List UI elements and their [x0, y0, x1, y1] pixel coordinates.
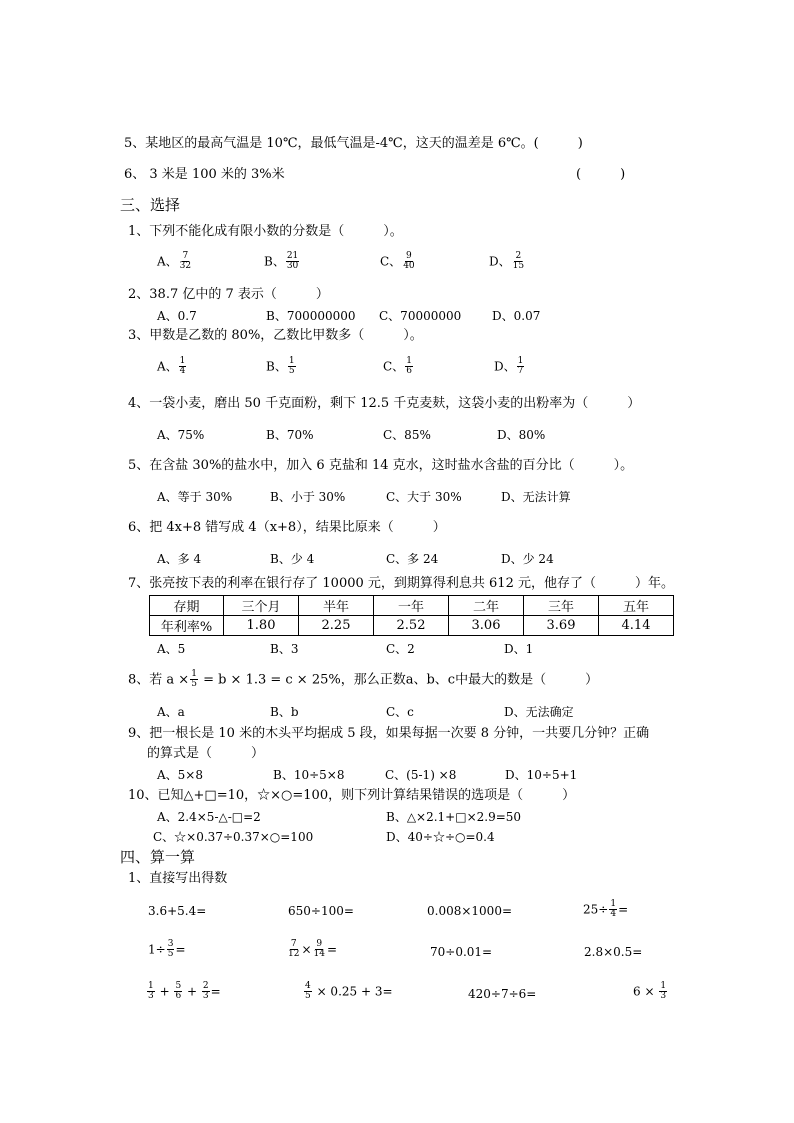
calc-r3-b: $\frac{4}{5}$ × 0.25 + 3= [305, 981, 393, 1002]
q6-option-b: B、少 4 [270, 552, 315, 566]
q7-option-c: C、2 [386, 642, 415, 656]
q9-stem-line1: 9、把一根长是 10 米的木头平均据成 5 段，如果每据一次要 8 分钟，一共要几分钟？正确 [128, 726, 650, 741]
fraction: $\frac{1}{7}$ [517, 356, 524, 377]
fraction: $\frac{1}{3}$ [148, 981, 154, 1002]
judge-q6: 6、 3 米是 100 米的 3%米 [124, 167, 285, 182]
q2-stem: 2、38.7 亿中的 7 表示（ ） [128, 287, 329, 302]
q6-stem: 6、把 4x+8 错写成 4（x+8），结果比原来（ ） [128, 520, 446, 535]
q5-option-a: A、等于 30% [157, 490, 233, 504]
fraction: $\frac{9}{14}$ [313, 939, 325, 960]
calc-r2-a: 1÷ $\frac{3}{5}$ = [148, 939, 186, 960]
q3-option-d: D、 $\frac{1}{7}$ [494, 356, 524, 377]
calc-r3-a: $\frac{1}{3}$ + $\frac{5}{6}$ + $\frac{2}{3}$ = [148, 981, 221, 1002]
judge-q5: 5、某地区的最高气温是 10℃，最低气温是-4℃，这天的温差是 6℃。( ) [124, 136, 583, 151]
calc-r1-c: 0.008×1000= [427, 904, 513, 918]
fraction: $\frac{7}{32}$ [179, 251, 192, 272]
fraction: $\frac{2}{3}$ [202, 981, 209, 1002]
fraction: $\frac{5}{6}$ [175, 981, 182, 1002]
q8-option-a: A、a [157, 705, 185, 719]
q2-option-b: B、700000000 [266, 309, 356, 323]
fraction: $\frac{9}{40}$ [403, 251, 415, 272]
q9-stem-line2: 的算式是（ ） [147, 746, 265, 761]
q2-option-c: C、70000000 [379, 309, 462, 323]
q7-option-d: D、1 [504, 642, 534, 656]
table-cell: 2.25 [299, 616, 374, 636]
q6-option-d: D、少 24 [501, 552, 554, 566]
q5-option-d: D、无法计算 [501, 490, 571, 504]
fraction: $\frac{1}{3}$ [660, 981, 667, 1002]
table-cell: 半年 [299, 596, 374, 616]
table-row [150, 616, 674, 636]
fraction: $\frac{1}{4}$ [179, 356, 186, 377]
table-cell: 存期 [150, 596, 224, 616]
calc-r1-d: 25÷ $\frac{1}{4}$ = [583, 899, 629, 920]
section-3-heading: 三、选择 [120, 196, 181, 214]
q6-option-c: C、多 24 [386, 552, 439, 566]
table-cell: 二年 [449, 596, 524, 616]
q1-option-d: D、 $\frac{2}{15}$ [489, 251, 525, 272]
q9-option-b: B、10÷5×8 [273, 768, 345, 782]
table-cell: 年利率% [150, 616, 224, 636]
judge-q6-answer: ( ) [576, 167, 626, 182]
fraction: $\frac{2}{15}$ [512, 251, 525, 272]
calc-r1-a: 3.6+5.4= [148, 904, 207, 918]
q7-option-a: A、5 [157, 642, 186, 656]
fraction: $\frac{21}{30}$ [286, 251, 299, 272]
calc-r2-c: 70÷0.01= [430, 945, 493, 959]
q9-option-d: D、10÷5+1 [505, 768, 578, 782]
calc-r1-b: 650÷100= [288, 904, 354, 918]
table-cell: 3.69 [524, 616, 599, 636]
q3-option-c: C、 $\frac{1}{6}$ [383, 356, 412, 377]
q4-option-b: B、70% [266, 428, 314, 442]
table-header-row [150, 596, 674, 616]
table-cell: 五年 [599, 596, 674, 616]
q4-stem: 4、一袋小麦，磨出 50 千克面粉，剩下 12.5 千克麦麸，这袋小麦的出粉率为（ ） [128, 396, 641, 411]
q2-option-d: D、0.07 [492, 309, 541, 323]
q8-option-d: D、无法确定 [504, 705, 574, 719]
q8-option-b: B、b [270, 705, 299, 719]
table-cell: 三个月 [224, 596, 299, 616]
q3-stem: 3、甲数是乙数的 80%，乙数比甲数多（ ）。 [128, 328, 423, 343]
q10-option-d: D、40÷☆÷○=0.4 [386, 830, 495, 844]
q7-stem: 7、张亮按下表的利率在银行存了 10000 元，到期算得利息共 612 元，他存了（ ）年。 [128, 576, 674, 591]
q4-option-d: D、80% [497, 428, 546, 442]
q10-option-c: C、☆×0.37÷0.37×○=100 [153, 830, 314, 844]
q1-option-c: C、 $\frac{9}{40}$ [380, 251, 415, 272]
q8-option-c: C、c [386, 705, 414, 719]
section-4-heading: 四、算一算 [120, 848, 196, 866]
q1-stem: 1、下列不能化成有限小数的分数是（ ）。 [128, 224, 403, 239]
q5-option-c: C、大于 30% [386, 490, 462, 504]
fraction: $\frac{1}{4}$ [610, 899, 617, 920]
q3-option-a: A、 $\frac{1}{4}$ [157, 356, 186, 377]
q9-option-a: A、5×8 [157, 768, 203, 782]
table-cell: 4.14 [599, 616, 674, 636]
fraction: $\frac{1}{5}$ [191, 669, 197, 690]
q10-option-b: B、△×2.1+□×2.9=50 [386, 810, 522, 824]
calc-r3-d: 6 × $\frac{1}{3}$ [633, 981, 667, 1002]
q10-option-a: A、2.4×5-△-□=2 [157, 810, 261, 824]
interest-rate-table [149, 595, 674, 636]
q9-option-c: C、(5-1) ×8 [385, 768, 457, 782]
fraction: $\frac{1}{5}$ [288, 356, 295, 377]
q3-option-b: B、 $\frac{1}{5}$ [266, 356, 295, 377]
fraction: $\frac{1}{6}$ [406, 356, 412, 377]
calc-r2-d: 2.8×0.5= [584, 945, 643, 959]
q5-option-b: B、小于 30% [270, 490, 346, 504]
table-cell: 三年 [524, 596, 599, 616]
q10-stem: 10、已知△+□=10，☆×○=100，则下列计算结果错误的选项是（ ） [128, 788, 576, 803]
q2-option-a: A、0.7 [157, 309, 197, 323]
q4-option-c: C、85% [383, 428, 431, 442]
q7-option-b: B、3 [270, 642, 299, 656]
fraction: $\frac{4}{5}$ [305, 981, 311, 1002]
q1-option-b: B、 $\frac{21}{30}$ [264, 251, 299, 272]
table-cell: 3.06 [449, 616, 524, 636]
q4-option-a: A、75% [157, 428, 205, 442]
fraction: $\frac{7}{12}$ [288, 939, 300, 960]
fraction: $\frac{3}{5}$ [167, 939, 174, 960]
table-cell: 2.52 [374, 616, 449, 636]
q5-stem: 5、在含盐 30%的盐水中，加入 6 克盐和 14 克水，这时盐水含盐的百分比（ ）。 [128, 458, 634, 473]
table-cell: 1.80 [224, 616, 299, 636]
section-4-sub1: 1、直接写出得数 [128, 871, 228, 886]
calc-r3-c: 420÷7÷6= [468, 987, 537, 1001]
calc-r2-b: $\frac{7}{12}$ × $\frac{9}{14}$ = [288, 939, 338, 960]
q8-stem: 8、若 a × $\frac{1}{5}$ = b × 1.3 = c × 25%，那么正数a、b、c中最大的数是（ ） [128, 669, 599, 690]
q1-option-a: A、 $\frac{7}{32}$ [157, 251, 192, 272]
table-cell: 一年 [374, 596, 449, 616]
q6-option-a: A、多 4 [157, 552, 202, 566]
